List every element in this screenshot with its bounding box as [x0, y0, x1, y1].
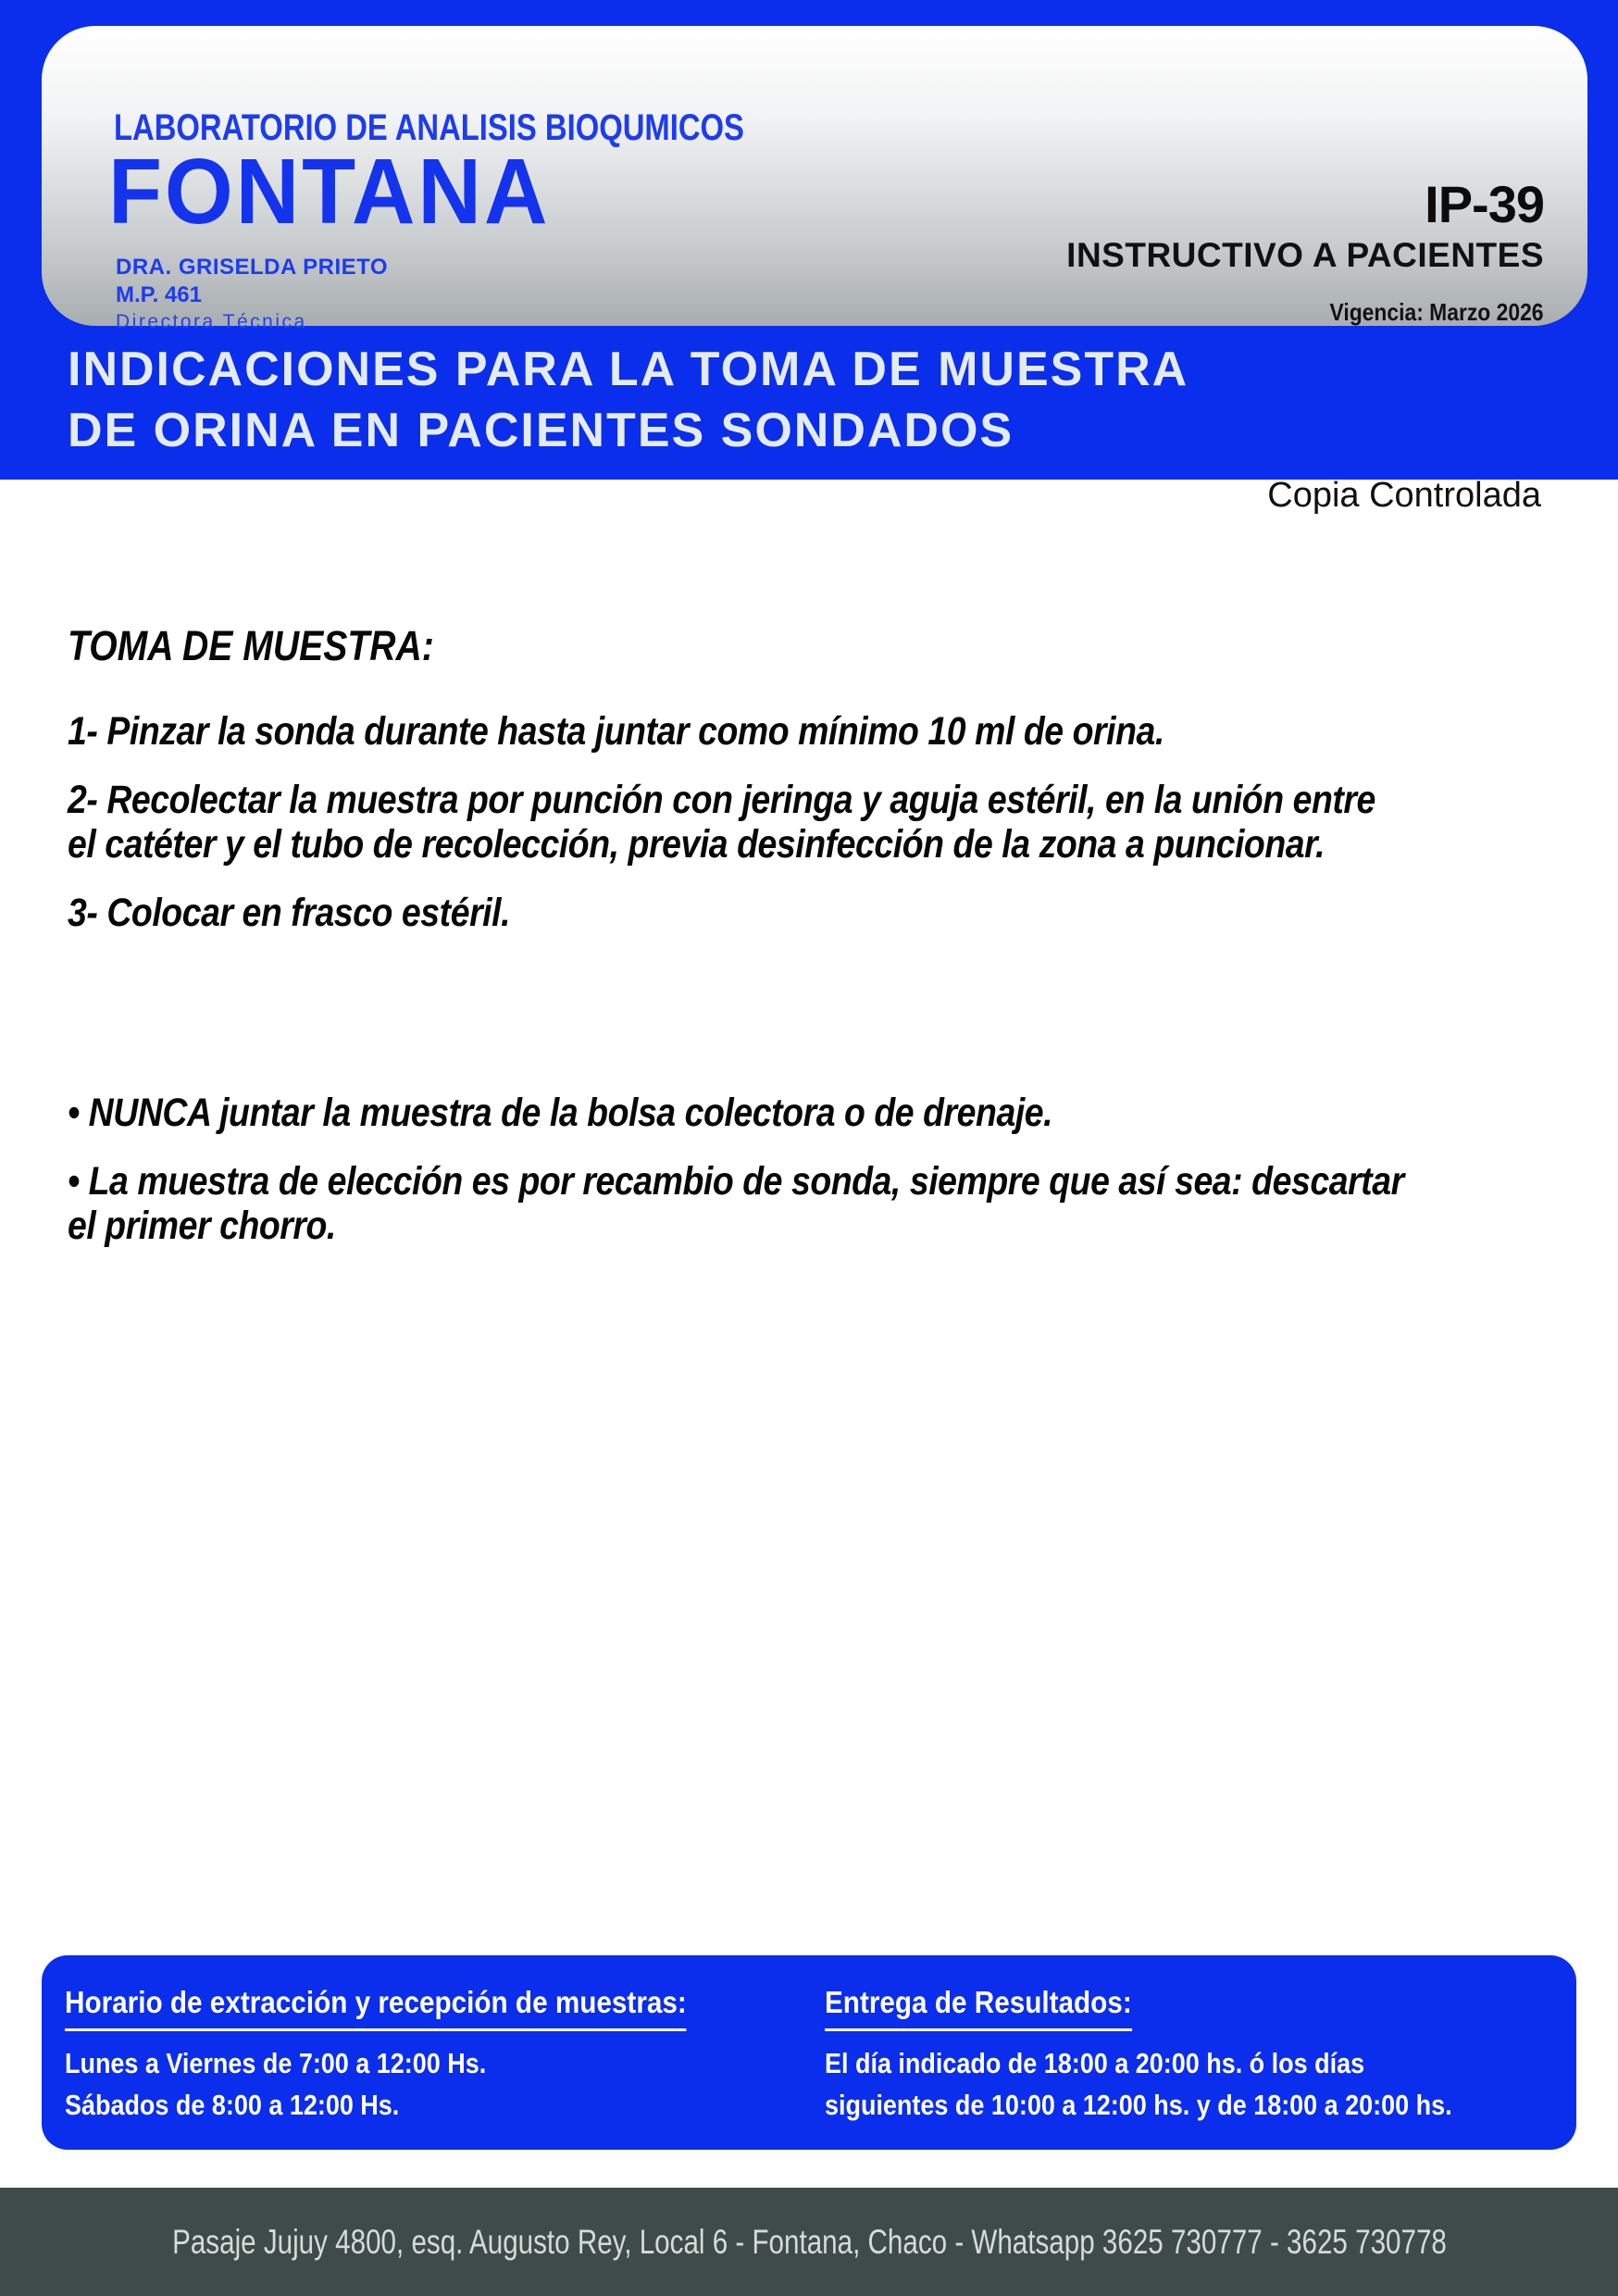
page-title-line-2: DE ORINA EN PACIENTES SONDADOS [68, 404, 1014, 457]
results-schedule-line-1: El día indicado de 18:00 a 20:00 hs. ó los días [825, 2047, 1365, 2079]
document-code: IP-39 [1425, 175, 1544, 233]
instructions-section [68, 622, 1603, 1248]
director-role: Directora Técnica [116, 311, 307, 332]
results-schedule-column [825, 1985, 1546, 2126]
director-name: DRA. GRISELDA PRIETO [116, 255, 389, 280]
footer-address: Pasaje Jujuy 4800, esq. Augusto Rey, Local 6 - Fontana, Chaco - Whatsapp 3625 730777 - 3625 730778 [171, 2222, 1447, 2261]
footer-bar [0, 2188, 1618, 2296]
document-type: INSTRUCTIVO A PACIENTES [1066, 236, 1544, 274]
brand-tagline: LABORATORIO DE ANALISIS BIOQUMICOS [114, 107, 744, 148]
director-license-number: M.P. 461 [116, 282, 202, 307]
page-title-line-1: INDICACIONES PARA LA TOMA DE MUESTRA [68, 343, 1189, 396]
extraction-schedule-column [65, 1985, 755, 2126]
results-schedule-line-2: siguientes de 10:00 a 12:00 hs. y de 18:00 a 20:00 hs. [825, 2089, 1452, 2121]
schedule-card [42, 1955, 1576, 2150]
page-title [68, 339, 1189, 461]
step-1: 1- Pinzar la sonda durante hasta juntar como mínimo 10 ml de orina. [68, 709, 1164, 754]
note-2-line-2: el primer chorro. [68, 1204, 336, 1248]
extraction-schedule-heading: Horario de extracción y recepción de muestras: [65, 1985, 687, 2031]
results-schedule-heading: Entrega de Resultados: [825, 1985, 1132, 2031]
brand-name-logo: FONTANA [108, 140, 551, 243]
note-2-line-1: • La muestra de elección es por recambio de sonda, siempre que así sea: descartar [68, 1159, 1404, 1204]
brand-panel [42, 26, 1587, 332]
section-heading: TOMA DE MUESTRA: [68, 622, 434, 669]
step-2-line-2: el catéter y el tubo de recolección, previa desinfección de la zona a puncionar. [68, 822, 1326, 867]
header-blue-band [0, 0, 1618, 480]
document-validity: Vigencia: Marzo 2026 [1329, 298, 1544, 326]
step-2-line-1: 2- Recolectar la muestra por punción con jeringa y aguja estéril, en la unión entre [68, 778, 1375, 822]
controlled-copy-label: Copia Controlada [1267, 476, 1541, 515]
extraction-schedule-line-1: Lunes a Viernes de 7:00 a 12:00 Hs. [65, 2047, 487, 2079]
step-3: 3- Colocar en frasco estéril. [68, 891, 511, 935]
note-1: • NUNCA juntar la muestra de la bolsa colectora o de drenaje. [68, 1091, 1053, 1135]
extraction-schedule-line-2: Sábados de 8:00 a 12:00 Hs. [65, 2089, 400, 2121]
